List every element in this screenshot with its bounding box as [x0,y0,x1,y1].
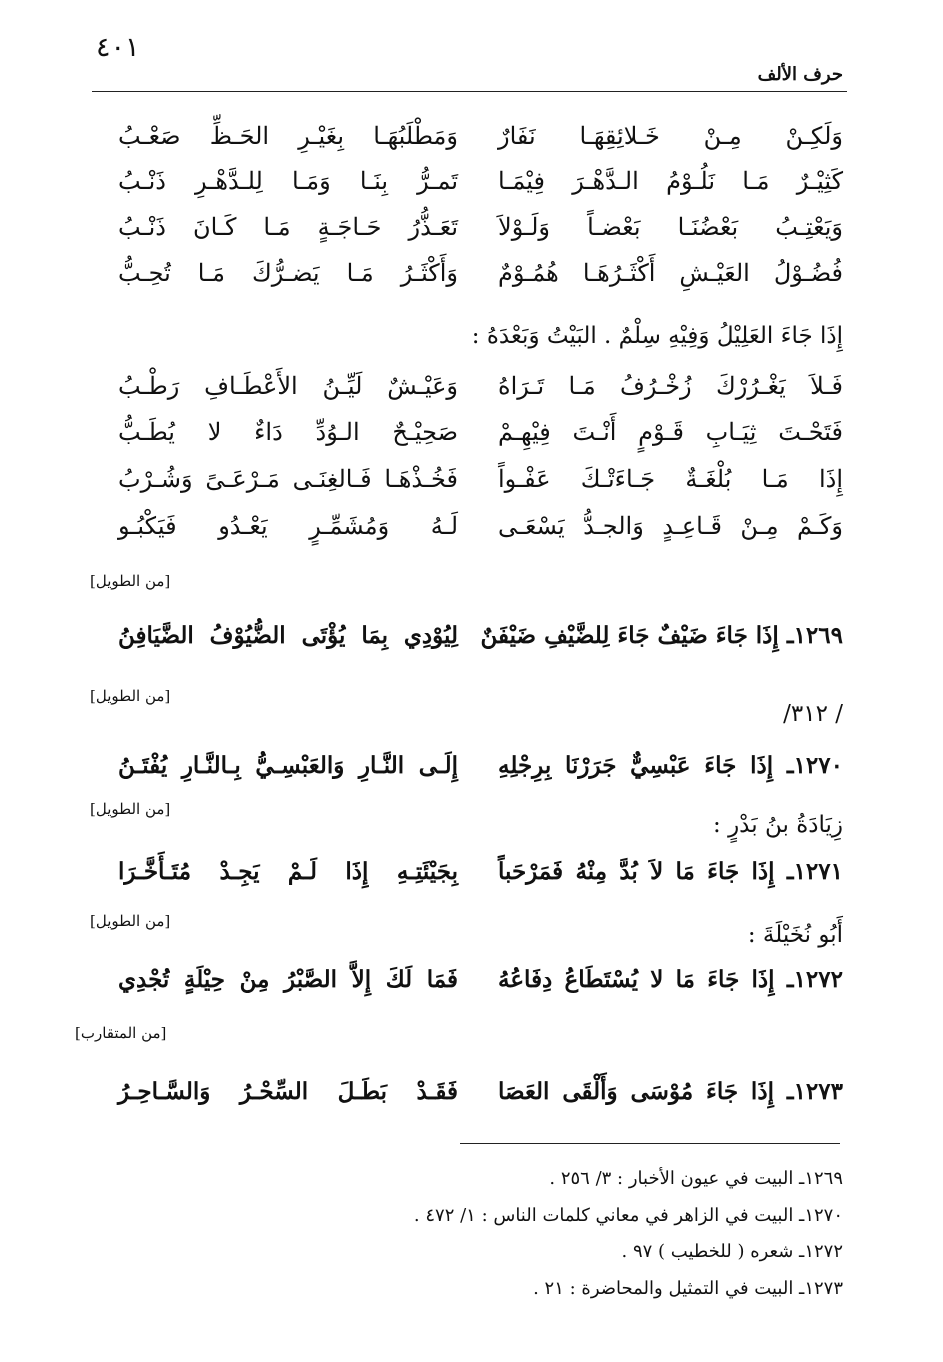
second-hemistich: وَأَكْثَـرُ مَـا يَضـرُّكَ مَـا تُحِـبُّ [118,259,458,287]
running-title: حرف الألف [757,64,843,85]
second-hemistich: فَخُـذْهَـا فَـالغِنَـى مَـرْعَـىً وَشُـرْبُ [118,465,458,493]
first-hemistich: فُضُـوْلُ العَيْـشِ أَكْثَـرُهَـا هُمُـوْمٌ [498,259,843,287]
page-number: ٤٠١ [96,32,140,63]
meter-label: [من الطويل] [90,800,171,818]
first-hemistich: فَتَحْـتَ ثِيَـابِ قَـوْمٍ أَنْـتَ فِيْهِـمْ [498,418,843,446]
second-hemistich: لَـهُ وَمُشَمِّـرٍ يَعْـدُو فَيَكْبُـو [118,512,458,540]
second-hemistich: فَقَـدْ بَطَـلَ السِّحْـرُ وَالسَّـاحِـرُ [118,1078,458,1105]
poet-name: أَبُو نُخَيْلَةَ : [747,922,843,948]
second-hemistich: فَمَا لَكَ إِلاَّ الصَّبْرُ مِنْ حِيْلَةٍ تُجْدِي [118,966,458,993]
verse-line [0,465,943,509]
verse-line [0,122,943,166]
entry-verse-1271 [0,858,943,902]
first-hemistich: فَـلاَ يَغْـرُرْكَ زُخْـرُفُ مَـا تَـرَاهُ [498,372,843,400]
footnote: ١٢٧٣ـ البيت في التمثيل والمحاضرة : ٢١ . [533,1278,843,1299]
entry-verse-1273 [0,1078,943,1122]
intro-line: إِذَا جَاءَ العَلِيْلُ وَفِيْهِ سِلْمٌ . البَيْتُ وَبَعْدَهُ : [471,323,843,349]
first-hemistich: كَثِيْـرٌ مَـا نَلُـوْمُ الـدَّهْـرَ فِيْمَـا [498,167,843,195]
verse-line [0,213,943,257]
poet-name: زِيَادَةُ بنُ بَدْرٍ : [713,812,843,838]
first-hemistich: ١٢٦٩ـ إِذَا جَاءَ ضَيْفٌ جَاءَ لِلضَّيْفِ ضَيْفَنٌ [480,622,843,649]
page-reference: / ٣١٢/ [783,701,843,727]
meter-label: [من الطويل] [90,912,171,930]
entry-verse-1270 [0,752,943,796]
first-hemistich: وَكَـمْ مِـنْ قَـاعِـدٍ وَالجـدُّ يَسْعَـى [498,512,843,540]
verse-line [0,167,943,211]
verse-line [0,372,943,416]
first-hemistich: ١٢٧١ـ إِذَا جَاءَ مَا لاَ بُدَّ مِنْهُ فَمَرْحَباً [498,858,843,885]
entry-verse-1272 [0,966,943,1010]
header-rule [92,91,847,92]
second-hemistich: تَمـرُّ بِنَـا وَمَـا لِلـدَّهْـرِ ذَنْـبُ [118,167,458,195]
second-hemistich: صَحِيْـحٌ الـوُدِّ دَاءٌ لا يُطَـبُّ [118,418,458,446]
second-hemistich: بِجَيْئَتِـهِ إِذَا لَـمْ يَجِـدْ مُتَـأَخَّـرَا [118,858,458,885]
verse-line [0,418,943,462]
verse-line [0,512,943,556]
first-hemistich: إِذَا مَـا بُلْغَـةٌ جَـاءَتْـكَ عَفْـواً [498,465,843,493]
meter-label: [من المتقارب] [75,1024,167,1042]
footnote-rule [460,1143,840,1144]
meter-label: [من الطويل] [90,687,171,705]
second-hemistich: وَعَيْـشٌ لَيِّـنُ الأَعْطَـافِ رَطْـبُ [118,372,458,400]
first-hemistich: وَلَكِـنْ مِـنْ خَـلائِقِهَـا نَفَارٌ [498,122,843,150]
second-hemistich: لِيُوْدِي بِمَا يُؤْتَى الضُّيُوْفُ الضَّيَافِنُ [118,622,458,649]
first-hemistich: ١٢٧٠ـ إِذَا جَاءَ عَبْسِيٌّ جَرَرْنَا بِرِجْلِهِ [498,752,843,779]
meter-label: [من الطويل] [90,572,171,590]
second-hemistich: تَعَـذُّرُ حَـاجَـةٍ مَـا كَـانَ ذَنْـبُ [118,213,458,241]
footnote: ١٢٧٢ـ شعره ( للخطيب ) ٩٧ . [621,1241,843,1262]
first-hemistich: ١٢٧٢ـ إِذَا جَاءَ مَا لا يُسْتَطَاعُ دِفَاعُهُ [498,966,843,993]
footnote: ١٢٧٠ـ البيت في الزاهر في معاني كلمات الناس : ١/ ٤٧٢ . [413,1205,843,1226]
first-hemistich: ١٢٧٣ـ إِذَا جَاءَ مُوْسَى وَأَلْقَى العَصَا [498,1078,843,1105]
second-hemistich: وَمَطْلَبُهَـا بِغَيْـرِ الحَـظِّ صَعْـبُ [118,122,458,150]
footnote: ١٢٦٩ـ البيت في عيون الأخبار : ٣/ ٢٥٦ . [549,1168,843,1189]
verse-line [0,259,943,303]
second-hemistich: إِلَـى النَّـارِ وَالعَبْسِـيُّ بِـالنَّـارِ يُفْتَـنُ [118,752,458,779]
entry-verse-1269 [0,622,943,666]
first-hemistich: وَيَعْتِـبُ بَعْضُنَـا بَعْضـاً وَلَـوْلاَ [498,213,843,241]
